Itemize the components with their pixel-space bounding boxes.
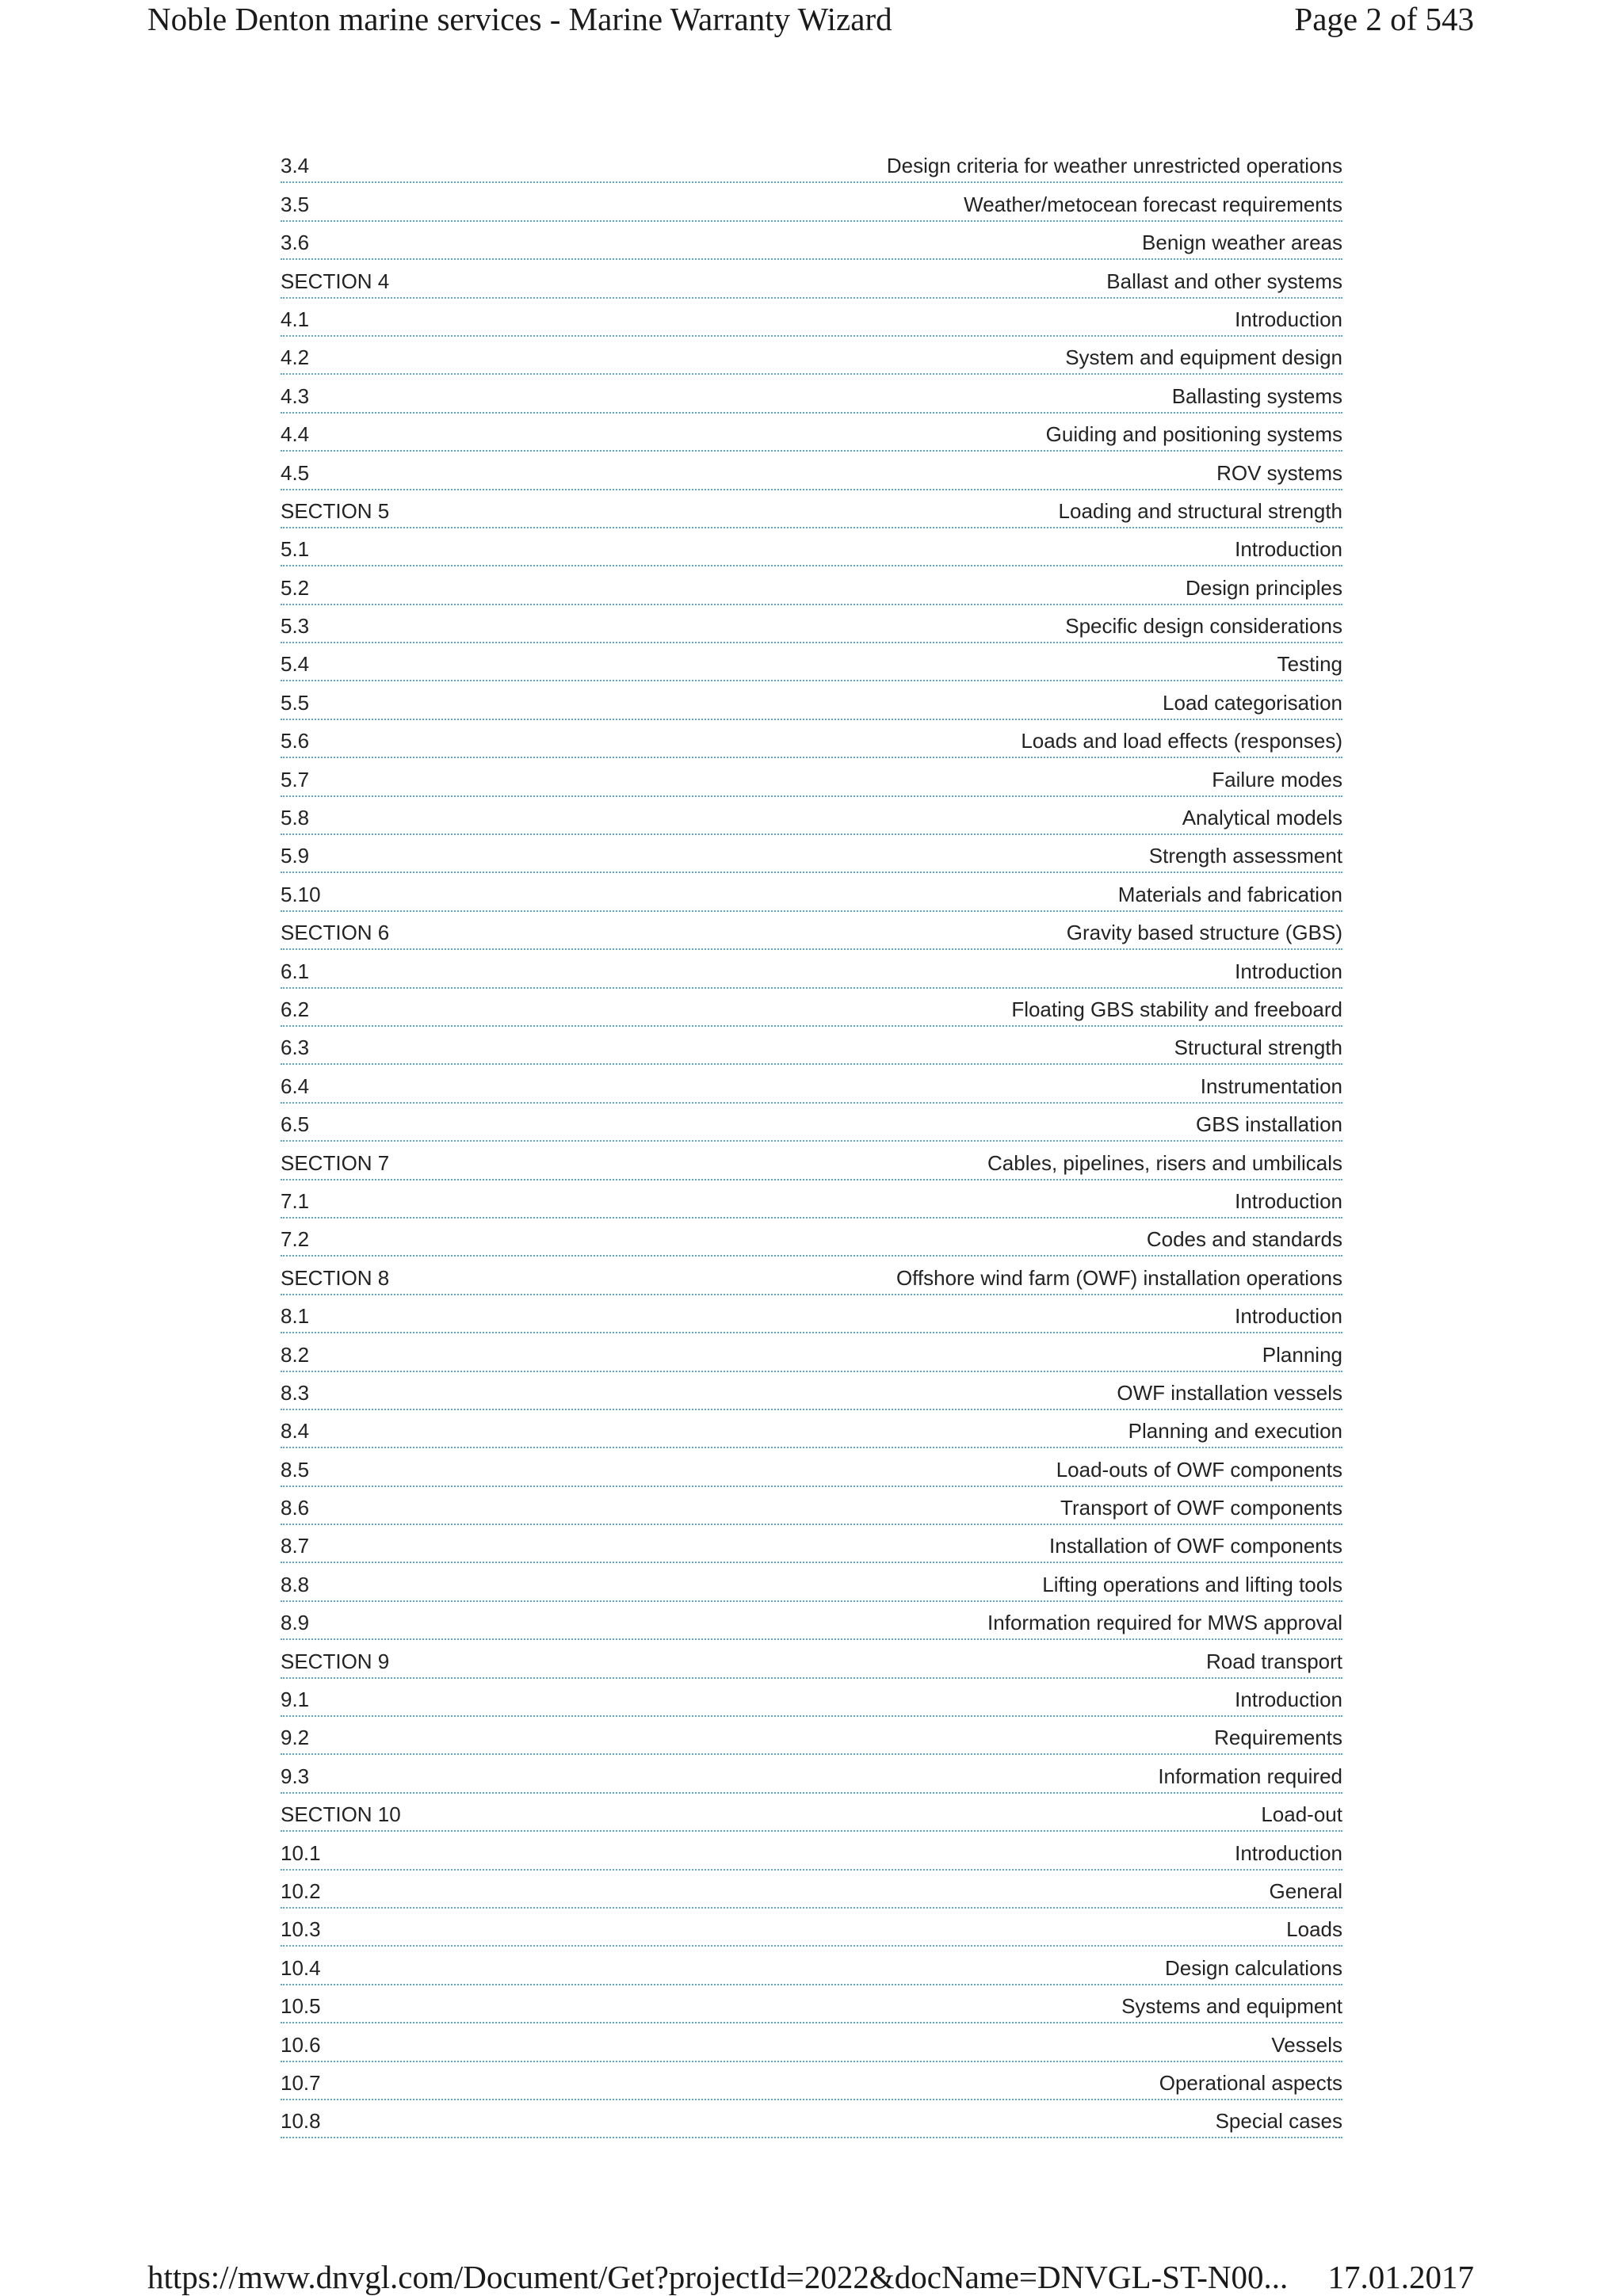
toc-section-number: 8.7	[281, 1534, 310, 1558]
toc-row[interactable]	[281, 1448, 1342, 1486]
toc-section-title[interactable]: Gravity based structure (GBS)	[1066, 921, 1342, 945]
toc-section-title[interactable]: Introduction	[1235, 1840, 1342, 1865]
toc-row[interactable]	[281, 758, 1342, 796]
toc-section-title[interactable]: Guiding and positioning systems	[1045, 422, 1342, 447]
toc-section-number: 8.8	[281, 1572, 310, 1596]
toc-section-title[interactable]: Benign weather areas	[1142, 231, 1342, 255]
toc-row[interactable]	[281, 989, 1342, 1027]
toc-section-number: 10.3	[281, 1917, 321, 1942]
toc-row[interactable]	[281, 1219, 1342, 1257]
toc-section-title[interactable]: General	[1269, 1878, 1342, 1903]
toc-section-title[interactable]: Analytical models	[1182, 806, 1342, 830]
toc-section-number: 5.4	[281, 652, 310, 677]
toc-section-number: 5.2	[281, 575, 310, 600]
toc-row[interactable]	[281, 299, 1342, 337]
toc-section-title[interactable]: Road transport	[1206, 1649, 1342, 1673]
toc-section-title[interactable]: Load categorisation	[1163, 690, 1342, 715]
toc-section-number: 3.4	[281, 154, 310, 178]
toc-row[interactable]	[281, 605, 1342, 643]
toc-section-title[interactable]: Loads	[1286, 1917, 1342, 1942]
toc-row[interactable]	[281, 1410, 1342, 1448]
toc-section-title[interactable]: Ballast and other systems	[1106, 269, 1342, 293]
toc-section-number: 8.1	[281, 1304, 310, 1329]
toc-section-number: 10.4	[281, 1955, 321, 1980]
toc-row[interactable]	[281, 2062, 1342, 2100]
toc-row[interactable]	[281, 1871, 1342, 1909]
toc-section-number: 4.3	[281, 383, 310, 408]
toc-row[interactable]	[281, 1563, 1342, 1601]
toc-section-number: 4.4	[281, 422, 310, 447]
toc-section-title[interactable]: Design principles	[1186, 575, 1342, 600]
page-footer	[0, 2250, 1623, 2296]
toc-section-title[interactable]: System and equipment design	[1065, 345, 1342, 370]
toc-section-number: 4.5	[281, 460, 310, 485]
toc-section-title[interactable]: Failure modes	[1212, 767, 1342, 791]
toc-section-number: 4.2	[281, 345, 310, 370]
toc-section-number: SECTION 7	[281, 1150, 390, 1175]
toc-section-title[interactable]: Transport of OWF components	[1060, 1496, 1342, 1520]
toc-row[interactable]	[281, 720, 1342, 758]
toc-section-title[interactable]: Load-out	[1261, 1802, 1342, 1827]
toc-section-title[interactable]: Introduction	[1235, 307, 1342, 331]
toc-section-title[interactable]: Testing	[1277, 652, 1342, 677]
toc-section-title[interactable]: Introduction	[1235, 1304, 1342, 1329]
toc-section-number: 10.6	[281, 2032, 321, 2057]
toc-section-number: 8.6	[281, 1496, 310, 1520]
toc-section-title[interactable]: Offshore wind farm (OWF) installation operations	[896, 1265, 1342, 1290]
toc-section-title[interactable]: OWF installation vessels	[1117, 1380, 1342, 1405]
toc-section-title[interactable]: Floating GBS stability and freeboard	[1011, 997, 1342, 1021]
page-number: Page 2 of 543	[1294, 1, 1474, 37]
toc-row[interactable]	[281, 1909, 1342, 1947]
toc-section-title[interactable]: Planning and execution	[1128, 1419, 1342, 1444]
toc-section-title[interactable]: Installation of OWF components	[1049, 1534, 1342, 1558]
table-of-contents	[281, 145, 1342, 2138]
toc-section-number: 8.4	[281, 1419, 310, 1444]
toc-row[interactable]	[281, 1372, 1342, 1410]
toc-row[interactable]	[281, 873, 1342, 911]
toc-row[interactable]	[281, 2023, 1342, 2061]
toc-row[interactable]	[281, 681, 1342, 719]
toc-row[interactable]	[281, 1717, 1342, 1755]
toc-section-title[interactable]: Loading and structural strength	[1058, 498, 1342, 523]
toc-section-title[interactable]: Introduction	[1235, 1688, 1342, 1712]
toc-row[interactable]	[281, 643, 1342, 681]
toc-section-number: 6.4	[281, 1074, 310, 1098]
toc-row[interactable]	[281, 1487, 1342, 1525]
toc-section-title[interactable]: Codes and standards	[1146, 1227, 1342, 1252]
toc-section-title[interactable]: Information required	[1158, 1764, 1342, 1788]
toc-row[interactable]	[281, 1295, 1342, 1333]
toc-section-title[interactable]: Planning	[1262, 1342, 1342, 1367]
toc-section-number: 3.6	[281, 231, 310, 255]
toc-row[interactable]	[281, 1985, 1342, 2023]
page-header	[0, 0, 1623, 48]
print-date: 17.01.2017	[1327, 2259, 1474, 2295]
toc-row[interactable]	[281, 452, 1342, 490]
toc-row[interactable]	[281, 1794, 1342, 1832]
toc-section-title[interactable]: Operational aspects	[1159, 2070, 1342, 2095]
toc-section-title[interactable]: Ballasting systems	[1171, 383, 1342, 408]
toc-section-number: 8.2	[281, 1342, 310, 1367]
toc-section-title[interactable]: Vessels	[1271, 2032, 1342, 2057]
toc-row[interactable]	[281, 1755, 1342, 1793]
toc-section-number: 10.2	[281, 1878, 321, 1903]
toc-section-number: 5.6	[281, 729, 310, 753]
toc-section-number: SECTION 8	[281, 1265, 390, 1290]
toc-row[interactable]	[281, 1180, 1342, 1219]
toc-row[interactable]	[281, 1104, 1342, 1142]
toc-row[interactable]	[281, 490, 1342, 528]
toc-row[interactable]	[281, 528, 1342, 566]
toc-row[interactable]	[281, 950, 1342, 988]
toc-section-number: 10.5	[281, 1994, 321, 2019]
toc-section-title[interactable]: Introduction	[1235, 959, 1342, 983]
toc-section-number: 5.10	[281, 882, 321, 906]
toc-section-title[interactable]: Requirements	[1214, 1726, 1342, 1750]
toc-section-number: 8.5	[281, 1457, 310, 1482]
toc-row[interactable]	[281, 797, 1342, 835]
toc-section-number: SECTION 6	[281, 921, 390, 945]
toc-row[interactable]	[281, 1027, 1342, 1065]
toc-section-number: 8.3	[281, 1380, 310, 1405]
toc-section-title[interactable]: Specific design considerations	[1065, 614, 1342, 639]
toc-section-title[interactable]: Information required for MWS approval	[987, 1611, 1342, 1635]
document-title: Noble Denton marine services - Marine Warranty Wizard	[147, 1, 892, 37]
toc-section-number: 10.1	[281, 1840, 321, 1865]
toc-row[interactable]	[281, 835, 1342, 873]
toc-section-number: 7.2	[281, 1227, 310, 1252]
toc-row[interactable]	[281, 375, 1342, 413]
toc-row[interactable]	[281, 1832, 1342, 1870]
toc-row[interactable]	[281, 566, 1342, 605]
toc-section-title[interactable]: Loads and load effects (responses)	[1021, 729, 1342, 753]
toc-section-number: 5.3	[281, 614, 310, 639]
toc-row[interactable]	[281, 222, 1342, 260]
toc-section-number: 5.1	[281, 537, 310, 562]
toc-row[interactable]	[281, 1640, 1342, 1678]
toc-section-number: 6.3	[281, 1035, 310, 1060]
toc-section-title[interactable]: Load-outs of OWF components	[1056, 1457, 1342, 1482]
toc-section-number: SECTION 9	[281, 1649, 390, 1673]
toc-section-number: SECTION 5	[281, 498, 390, 523]
toc-section-number: 7.1	[281, 1188, 310, 1213]
toc-section-title[interactable]: Introduction	[1235, 1188, 1342, 1213]
toc-row[interactable]	[281, 260, 1342, 298]
toc-section-title[interactable]: Design criteria for weather unrestricted operations	[886, 154, 1342, 178]
toc-row[interactable]	[281, 912, 1342, 950]
toc-row[interactable]	[281, 1333, 1342, 1371]
toc-section-title[interactable]: Instrumentation	[1200, 1074, 1342, 1098]
toc-section-title[interactable]: Design calculations	[1164, 1955, 1342, 1980]
toc-section-title[interactable]: Special cases	[1215, 2109, 1342, 2134]
toc-section-title[interactable]: Systems and equipment	[1121, 1994, 1342, 2019]
toc-section-number: 10.8	[281, 2109, 321, 2134]
toc-row[interactable]	[281, 145, 1342, 183]
toc-section-title[interactable]: Strength assessment	[1148, 844, 1342, 868]
toc-section-number: 6.2	[281, 997, 310, 1021]
toc-section-number: 5.7	[281, 767, 310, 791]
toc-section-number: 5.9	[281, 844, 310, 868]
toc-row[interactable]	[281, 337, 1342, 375]
toc-section-title[interactable]: Weather/metocean forecast requirements	[964, 192, 1342, 216]
toc-section-number: 9.3	[281, 1764, 310, 1788]
toc-section-number: 9.1	[281, 1688, 310, 1712]
toc-section-title[interactable]: Lifting operations and lifting tools	[1042, 1572, 1342, 1596]
toc-row[interactable]	[281, 414, 1342, 452]
toc-section-number: 9.2	[281, 1726, 310, 1750]
toc-section-number: 5.5	[281, 690, 310, 715]
toc-section-title[interactable]: GBS installation	[1196, 1112, 1342, 1137]
toc-row[interactable]	[281, 1065, 1342, 1103]
toc-row[interactable]	[281, 1257, 1342, 1295]
toc-section-number: 10.7	[281, 2070, 321, 2095]
toc-section-number: SECTION 10	[281, 1802, 401, 1827]
toc-row[interactable]	[281, 1947, 1342, 1985]
toc-section-title[interactable]: Structural strength	[1174, 1035, 1342, 1060]
toc-section-number: 3.5	[281, 192, 310, 216]
toc-row[interactable]	[281, 183, 1342, 221]
toc-row[interactable]	[281, 2100, 1342, 2138]
toc-section-title[interactable]: Cables, pipelines, risers and umbilicals	[987, 1150, 1342, 1175]
toc-section-number: 8.9	[281, 1611, 310, 1635]
toc-section-number: SECTION 4	[281, 269, 390, 293]
toc-section-number: 4.1	[281, 307, 310, 331]
toc-row[interactable]	[281, 1602, 1342, 1640]
toc-row[interactable]	[281, 1142, 1342, 1180]
toc-row[interactable]	[281, 1525, 1342, 1563]
toc-section-title[interactable]: Introduction	[1235, 537, 1342, 562]
toc-section-title[interactable]: ROV systems	[1216, 460, 1342, 485]
toc-section-number: 6.5	[281, 1112, 310, 1137]
toc-section-title[interactable]: Materials and fabrication	[1117, 882, 1342, 906]
toc-section-number: 5.8	[281, 806, 310, 830]
toc-section-number: 6.1	[281, 959, 310, 983]
document-url: https://mww.dnvgl.com/Document/Get?projectId=2022&docName=DNVGL-ST-N00...	[147, 2259, 1289, 2295]
toc-row[interactable]	[281, 1679, 1342, 1717]
